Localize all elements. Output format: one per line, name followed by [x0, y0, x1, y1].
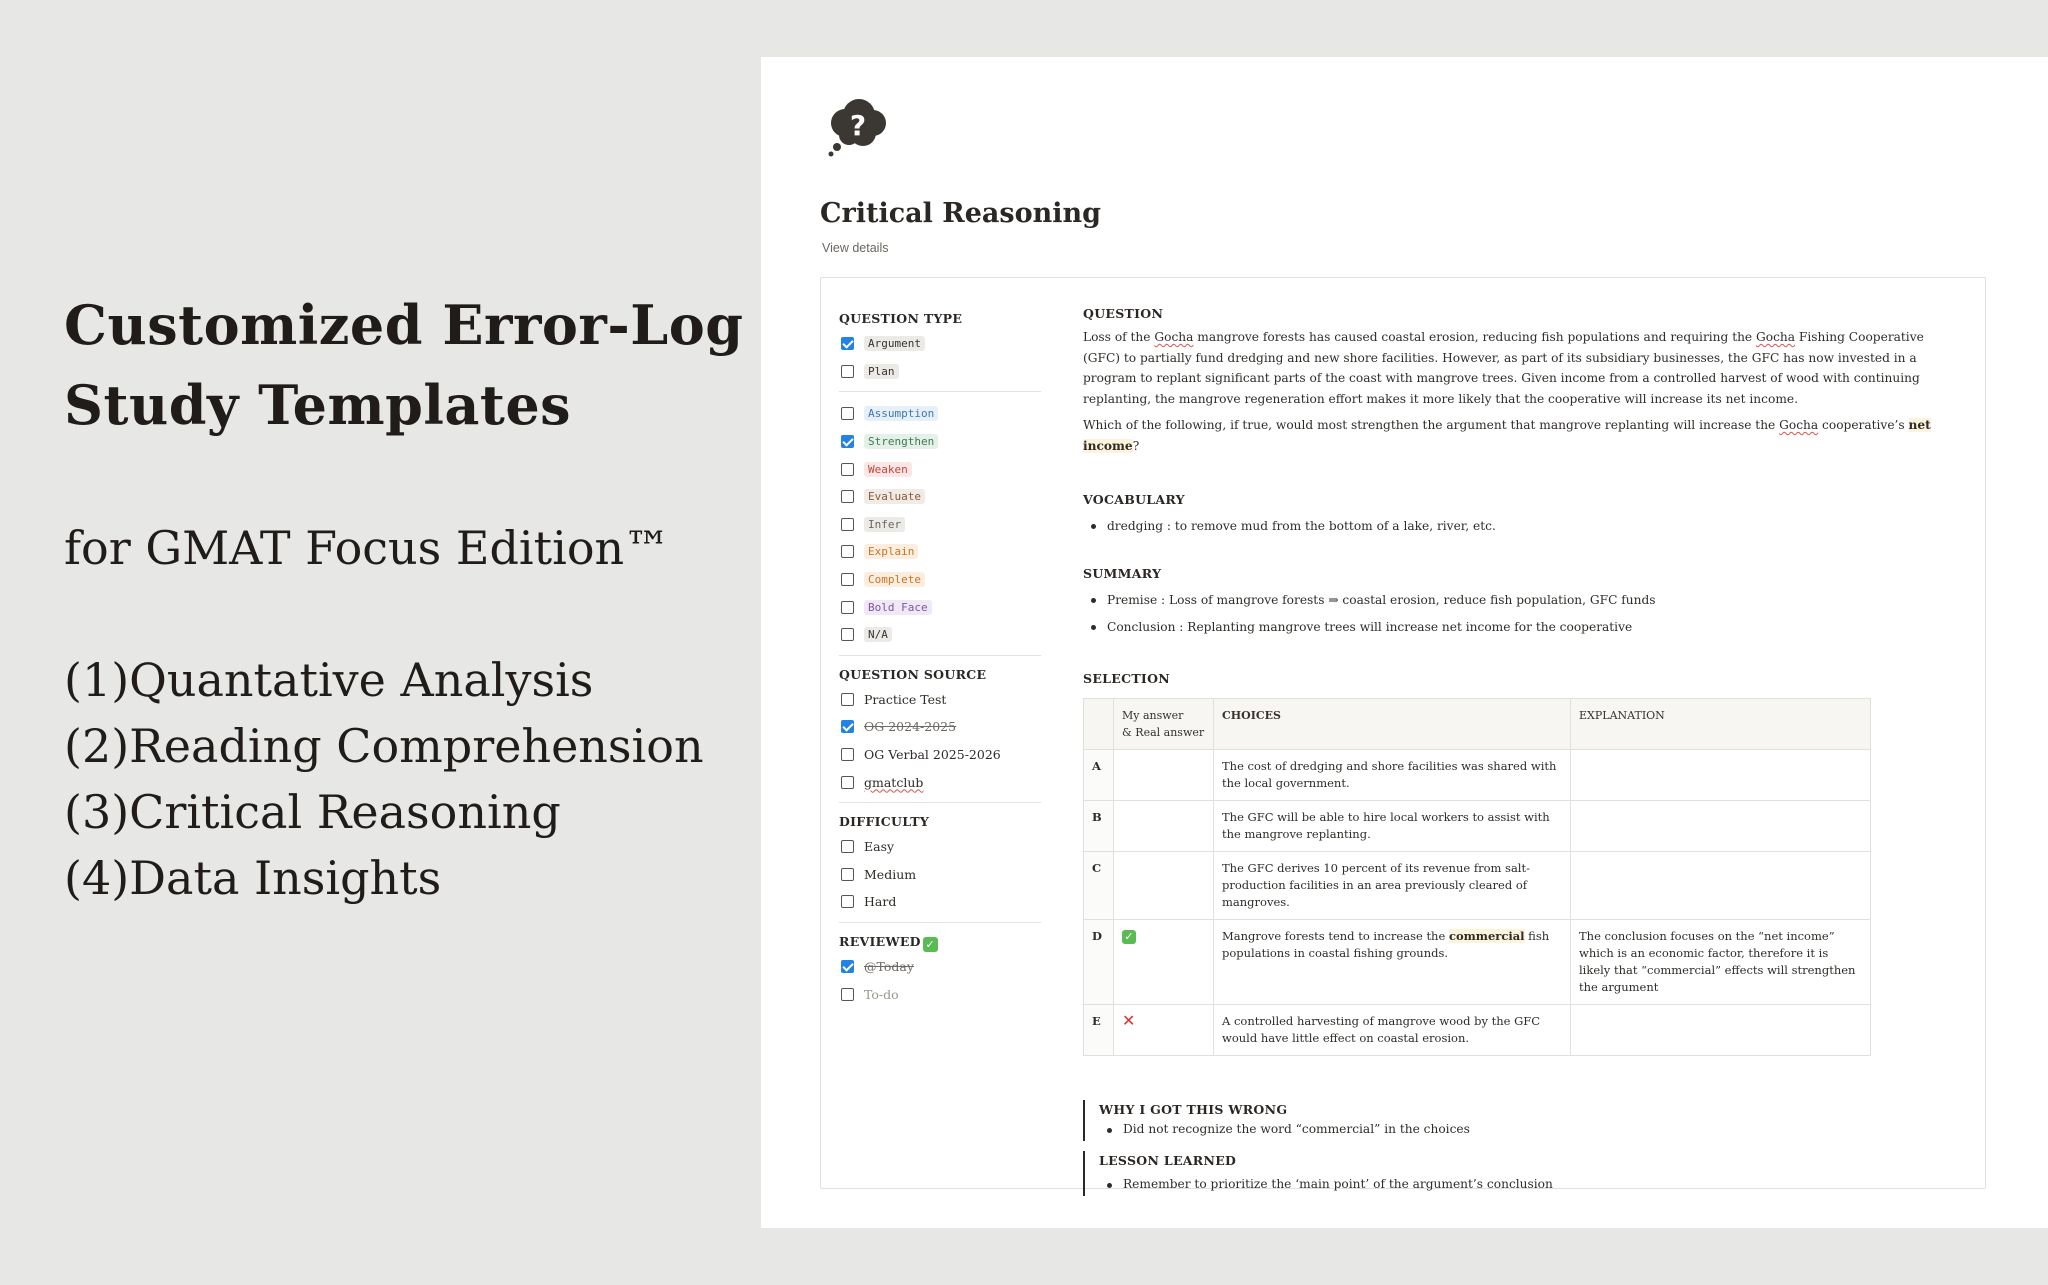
text-run: Loss of the	[1083, 330, 1155, 344]
cross-mark-icon: ✕	[1122, 1011, 1136, 1030]
option-practice-test[interactable]	[839, 686, 1044, 714]
checkbox[interactable]	[841, 868, 854, 881]
table-row	[1084, 750, 1871, 801]
question-paragraph[interactable]	[1083, 327, 1963, 409]
vocabulary-heading: VOCABULARY	[1083, 492, 1185, 507]
answer-mark-cell[interactable]	[1114, 852, 1214, 920]
option-label: gmatclub	[864, 774, 924, 790]
checkbox[interactable]	[841, 776, 854, 789]
summary-list	[1083, 587, 1963, 641]
checkbox[interactable]	[841, 490, 854, 503]
list-item[interactable]: dredging : to remove mud from the bottom of a lake, river, etc.	[1083, 513, 1963, 540]
lesson-learned-list	[1099, 1172, 1963, 1196]
question-source-heading: QUESTION SOURCE	[839, 666, 987, 682]
option-infer[interactable]	[839, 511, 1044, 539]
promo-subtitle: for GMAT Focus Edition™	[64, 521, 671, 575]
option-label: Hard	[864, 894, 897, 910]
divider	[839, 802, 1041, 803]
checkbox[interactable]	[841, 573, 854, 586]
option-hard[interactable]	[839, 888, 1044, 916]
promo-section-list	[64, 647, 754, 911]
option-label: OG 2024-2025	[864, 719, 957, 735]
option-label: To-do	[864, 986, 899, 1002]
view-details-link[interactable]: View details	[822, 241, 889, 255]
divider	[839, 655, 1041, 656]
tag-label: Infer	[864, 517, 905, 532]
table-header-row	[1084, 699, 1871, 750]
option-plan[interactable]	[839, 358, 1044, 386]
highlighted-text: net income	[1083, 418, 1931, 453]
option-argument[interactable]	[839, 330, 1044, 358]
table-row	[1084, 920, 1871, 1005]
choice-letter: A	[1084, 750, 1114, 801]
question-heading: QUESTION	[1083, 306, 1164, 321]
text-run: cooperative’s	[1818, 418, 1909, 432]
checkbox[interactable]	[841, 407, 854, 420]
checkbox-checked[interactable]	[841, 337, 854, 350]
selection-table	[1083, 698, 1871, 1056]
checkbox[interactable]	[841, 365, 854, 378]
checkbox[interactable]	[841, 748, 854, 761]
choice-letter: C	[1084, 852, 1114, 920]
option-og-2024-2025[interactable]	[839, 713, 1044, 741]
thought-bubble-question-icon[interactable]	[823, 97, 891, 159]
choice-cell[interactable]: A controlled harvesting of mangrove wood by the GFC would have little effect on coastal erosion.	[1214, 1005, 1571, 1056]
option-strengthen[interactable]	[839, 428, 1044, 456]
answer-mark-cell[interactable]	[1114, 920, 1214, 1005]
explanation-cell[interactable]	[1571, 750, 1871, 801]
divider	[839, 922, 1041, 923]
checkbox[interactable]	[841, 628, 854, 641]
tag-label: Plan	[864, 364, 899, 379]
error-log-card	[820, 277, 1986, 1189]
tag-label: Evaluate	[864, 489, 925, 504]
promo-section: (2)Reading Comprehension	[64, 719, 704, 773]
promo-panel	[64, 285, 754, 911]
table-header-cell[interactable]: EXPLANATION	[1571, 699, 1871, 750]
checkbox-checked[interactable]	[841, 720, 854, 733]
table-header-cell[interactable]: CHOICES	[1214, 699, 1571, 750]
checkbox[interactable]	[841, 601, 854, 614]
text-run: fish populations in coastal fishing grounds.	[1222, 929, 1550, 960]
misspelled-word: Gocha	[1154, 330, 1194, 344]
tag-label: Complete	[864, 572, 925, 587]
option-label: Medium	[864, 866, 917, 882]
option-og-verbal[interactable]	[839, 741, 1044, 769]
explanation-cell[interactable]: The conclusion focuses on the “net income” which is an economic factor, therefore it is likely that “commercial” effects will strengthen the argument	[1571, 920, 1871, 1005]
option-gmatclub[interactable]	[839, 768, 1044, 796]
tag-label: Bold Face	[864, 600, 932, 615]
option-todo[interactable]	[839, 980, 1044, 1008]
tag-label: Weaken	[864, 462, 912, 477]
why-wrong-heading: WHY I GOT THIS WRONG	[1099, 1102, 1288, 1117]
choice-cell[interactable]: The GFC derives 10 percent of its revenue from salt-production facilities in an area previously cleared of mangroves.	[1214, 852, 1571, 920]
promo-title-line1: Customized Error-Log	[64, 293, 744, 357]
header-label: My answer	[1122, 709, 1184, 722]
notion-page	[761, 57, 2048, 1228]
why-wrong-list	[1099, 1117, 1963, 1141]
option-label: OG Verbal 2025-2026	[864, 747, 1001, 763]
explanation-cell[interactable]	[1571, 852, 1871, 920]
option-easy[interactable]	[839, 833, 1044, 861]
svg-text:?: ?	[849, 109, 867, 142]
difficulty-heading: DIFFICULTY	[839, 813, 930, 829]
lesson-learned-heading: LESSON LEARNED	[1099, 1153, 1237, 1168]
option-weaken[interactable]	[839, 455, 1044, 483]
checkbox[interactable]	[841, 895, 854, 908]
checkbox-checked[interactable]	[841, 435, 854, 448]
promo-section: (4)Data Insights	[64, 851, 442, 905]
divider	[839, 391, 1041, 392]
choice-cell[interactable]: The GFC will be able to hire local workers to assist with the mangrove replanting.	[1214, 801, 1571, 852]
question-stem[interactable]	[1083, 415, 1963, 456]
choice-letter: E	[1084, 1005, 1114, 1056]
explanation-cell[interactable]	[1571, 1005, 1871, 1056]
promo-title-line2: Study Templates	[64, 373, 572, 437]
tag-label: Assumption	[864, 406, 938, 421]
promo-section: (1)Quantative Analysis	[64, 653, 594, 707]
reviewed-heading	[839, 931, 1044, 953]
promo-section: (3)Critical Reasoning	[64, 785, 561, 839]
answer-mark-cell[interactable]	[1114, 750, 1214, 801]
tag-label: Explain	[864, 544, 918, 559]
option-na[interactable]	[839, 621, 1044, 649]
checkbox[interactable]	[841, 840, 854, 853]
promo-title	[64, 285, 754, 445]
explanation-cell[interactable]	[1571, 801, 1871, 852]
choice-letter: D	[1084, 920, 1114, 1005]
choice-letter: B	[1084, 801, 1114, 852]
header-label: & Real answer	[1122, 726, 1205, 739]
text-run: Mangrove forests tend to increase the	[1222, 929, 1449, 943]
list-item[interactable]: Conclusion : Replanting mangrove trees will increase net income for the cooperative	[1083, 614, 1963, 641]
option-bold-face[interactable]	[839, 593, 1044, 621]
highlighted-text: commercial	[1448, 929, 1525, 943]
checkbox-checked[interactable]	[841, 960, 854, 973]
misspelled-word: Gocha	[1756, 330, 1796, 344]
checkbox[interactable]	[841, 545, 854, 558]
lesson-learned-callout	[1083, 1151, 1963, 1196]
text-run: ?	[1132, 438, 1140, 453]
text-run: Which of the following, if true, would most strengthen the argument that mangrove replanting will increase the	[1083, 418, 1780, 432]
check-mark-icon: ✓	[1122, 930, 1136, 944]
summary-heading: SUMMARY	[1083, 566, 1162, 581]
why-wrong-callout	[1083, 1100, 1963, 1141]
table-header-cell[interactable]	[1084, 699, 1114, 750]
tag-label: Strengthen	[864, 434, 938, 449]
answer-mark-cell[interactable]	[1114, 801, 1214, 852]
choice-cell[interactable]	[1214, 920, 1571, 1005]
checkbox[interactable]	[841, 518, 854, 531]
checkbox[interactable]	[841, 693, 854, 706]
table-header-cell[interactable]	[1114, 699, 1214, 750]
option-label: Practice Test	[864, 691, 947, 707]
option-evaluate[interactable]	[839, 483, 1044, 511]
tag-label: N/A	[864, 627, 892, 642]
vocabulary-list	[1083, 513, 1963, 540]
option-label: @Today	[864, 958, 914, 974]
question-type-heading: QUESTION TYPE	[839, 311, 963, 326]
option-label: Easy	[864, 839, 895, 855]
choice-cell[interactable]: The cost of dredging and shore facilities was shared with the local government.	[1214, 750, 1571, 801]
list-item[interactable]: Premise : Loss of mangrove forests ⇒ coastal erosion, reduce fish population, GFC funds	[1083, 587, 1963, 614]
check-mark-icon: ✓	[923, 937, 938, 952]
selection-heading: SELECTION	[1083, 671, 1170, 686]
list-item[interactable]: Remember to prioritize the ‘main point’ of the argument’s conclusion	[1099, 1172, 1963, 1196]
option-explain[interactable]	[839, 538, 1044, 566]
checkbox[interactable]	[841, 463, 854, 476]
option-complete[interactable]	[839, 566, 1044, 594]
checkbox[interactable]	[841, 988, 854, 1001]
tag-label: Argument	[864, 336, 925, 351]
main-content	[1083, 306, 1963, 1196]
table-row	[1084, 1005, 1871, 1056]
table-row	[1084, 852, 1871, 920]
properties-panel	[839, 308, 1044, 1008]
text-run: mangrove forests has caused coastal erosion, reducing fish populations and requiring the	[1193, 330, 1757, 344]
answer-mark-cell[interactable]	[1114, 1005, 1214, 1056]
text-run: Fishing Cooperative (GFC) to partially fund dredging and new shore facilities. However, as part of its subsidiary businesses, the GFC has now invested in a program to replant significant parts of the coast with mangrove trees. Given income from a controlled harvest of wood with continuing replanting, the mangrove regeneration effort makes it more likely that the cooperative will increase its net income.	[1083, 330, 1924, 406]
reviewed-heading-text: REVIEWED	[839, 933, 921, 949]
page-title: Critical Reasoning	[820, 198, 1102, 229]
misspelled-word: Gocha	[1779, 418, 1819, 432]
option-today[interactable]	[839, 953, 1044, 981]
list-item[interactable]: Did not recognize the word “commercial” in the choices	[1099, 1117, 1963, 1141]
option-medium[interactable]	[839, 861, 1044, 889]
table-row	[1084, 801, 1871, 852]
option-assumption[interactable]	[839, 400, 1044, 428]
